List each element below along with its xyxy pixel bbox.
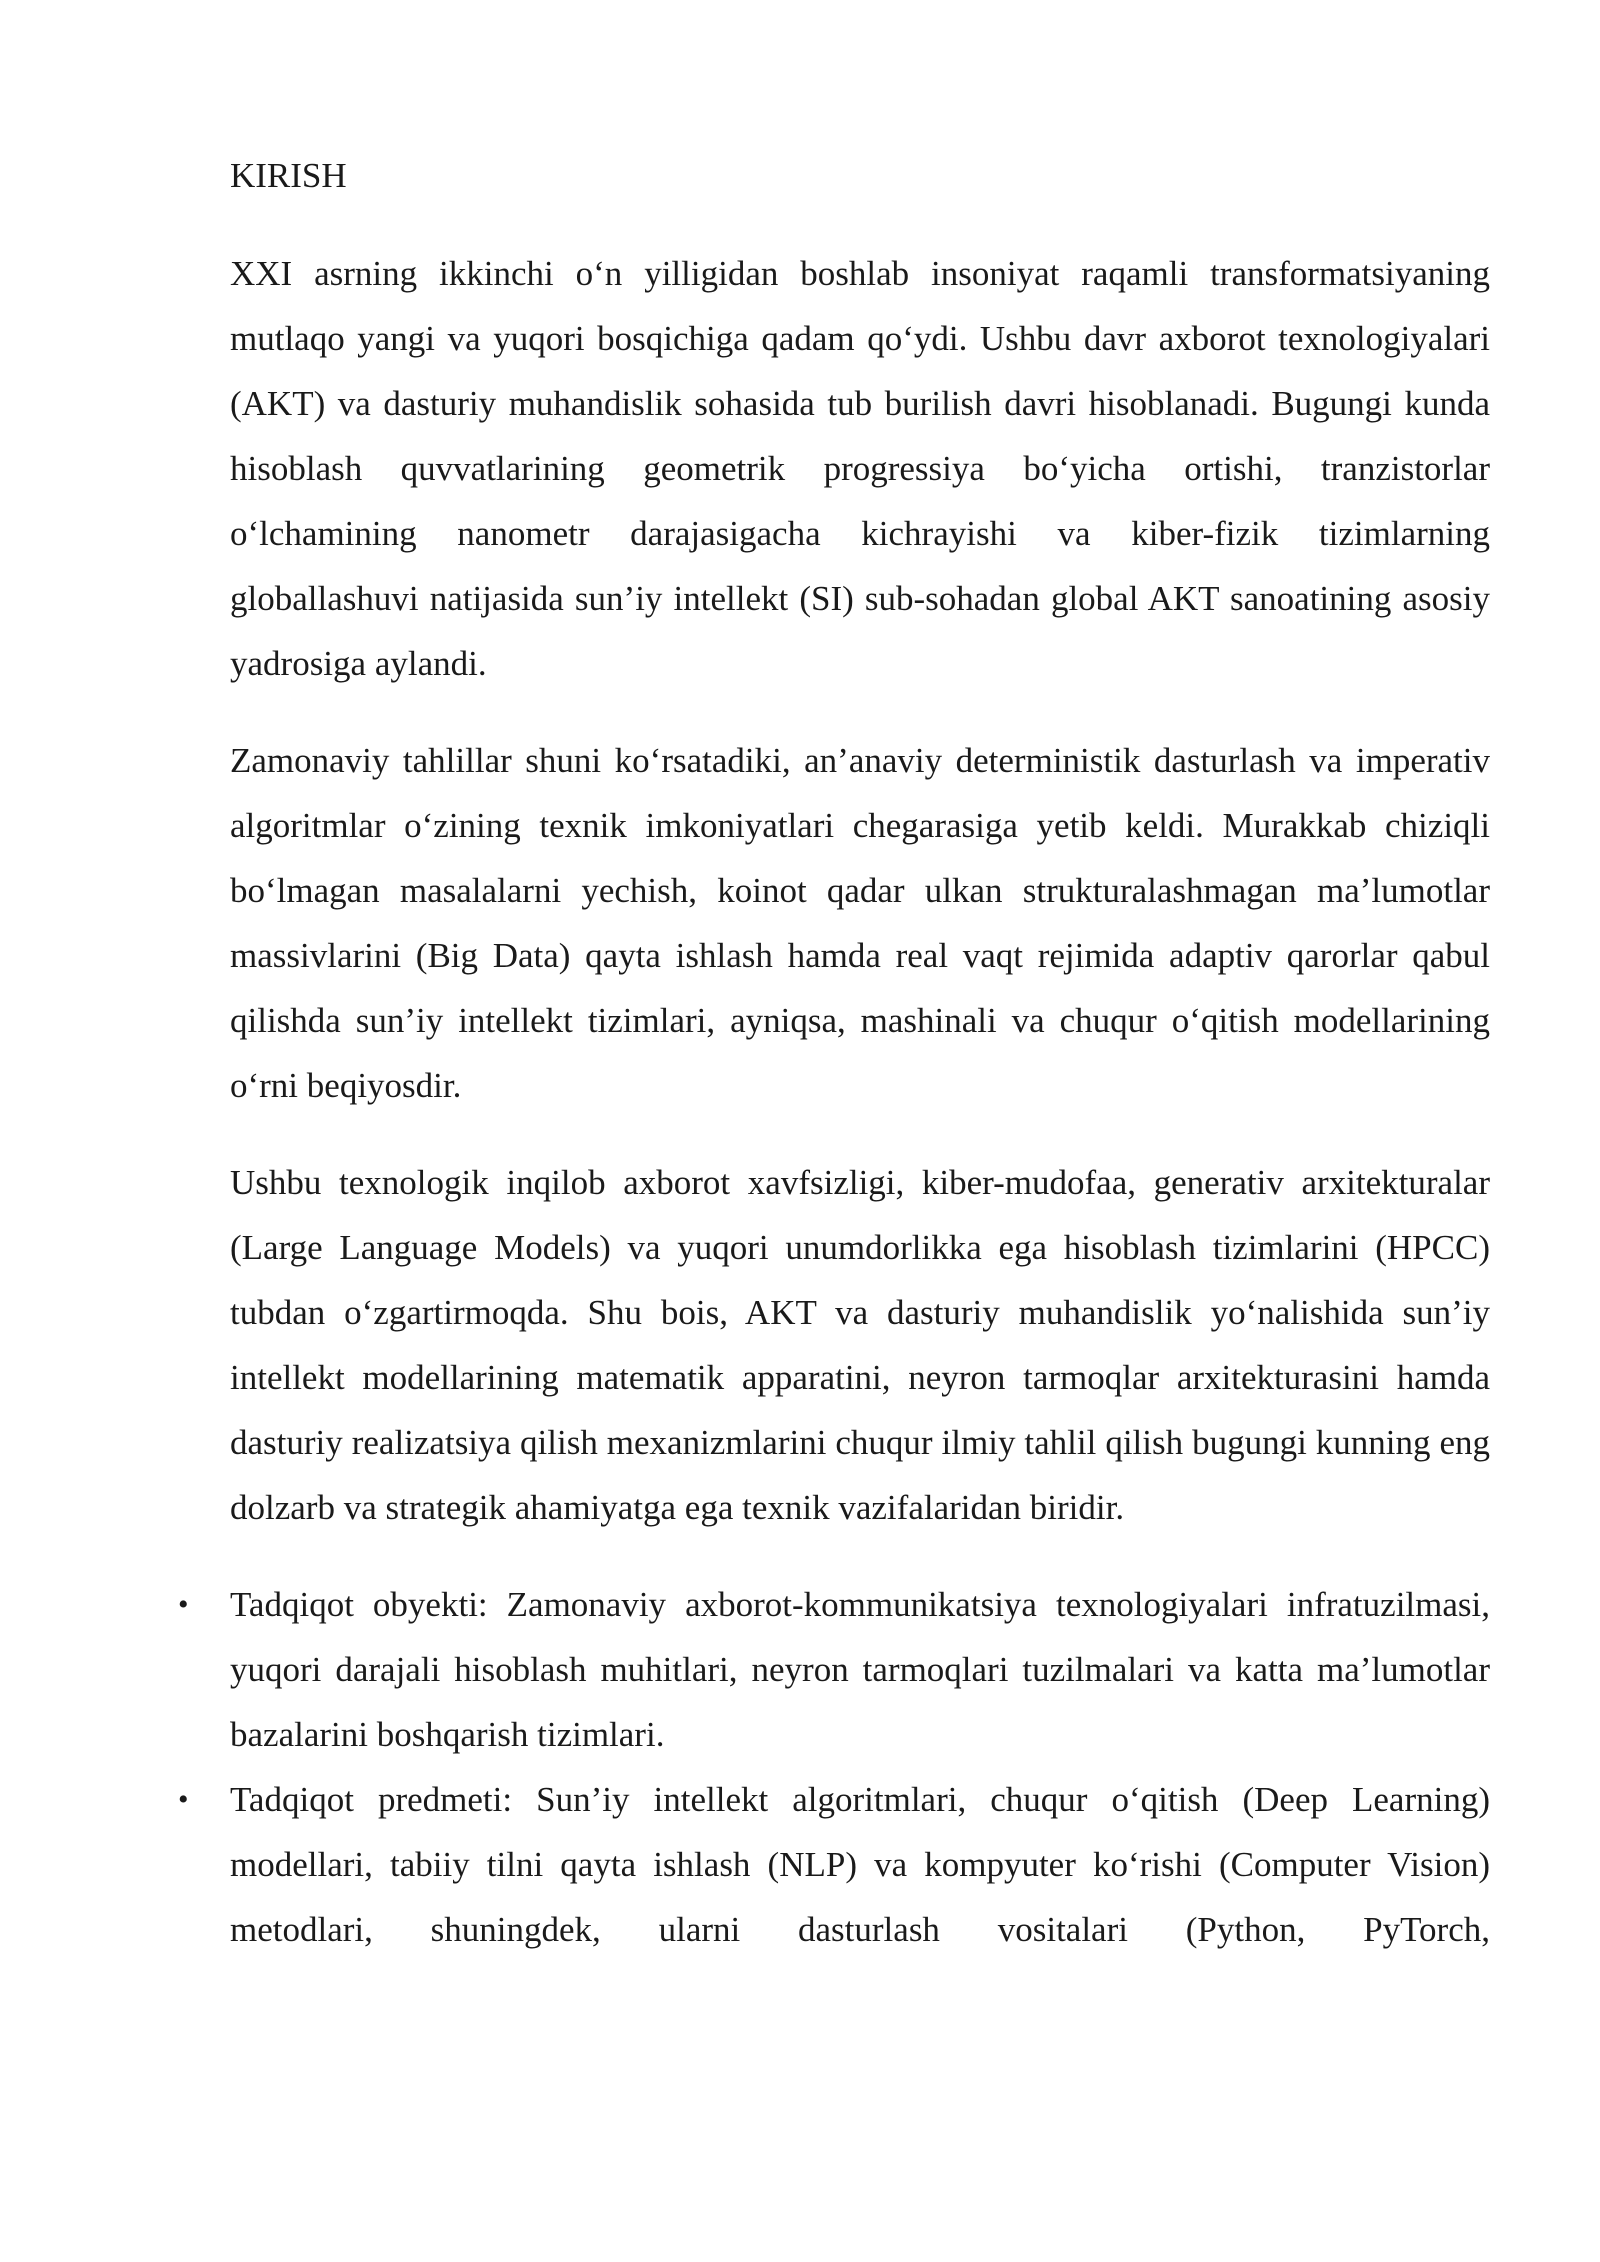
list-item-object-text: Tadqiqot obyekti: Zamonaviy axborot-kommunikatsiya texnologiyalari infratuzilmasi, yuqori darajali hisoblash muhitlari, neyron tarmoqlari tuzilmalari va katta ma’lumotlar bazalarini boshqarish tizimlari.: [230, 1585, 1490, 1754]
document-body: [178, 148, 1490, 1962]
list-item-subject-text: Tadqiqot predmeti: Sun’iy intellekt algoritmlari, chuqur o‘qitish (Deep Learning) modellari, tabiiy tilni qayta ishlash (NLP) va kompyuter ko‘rishi (Computer Vision) metodlari, shuningdek, ularni dasturlash vositalari (Python, PyTorch,: [230, 1780, 1490, 1949]
paragraph-revolution: Ushbu texnologik inqilob axborot xavfsizligi, kiber-mudofaa, generativ arxitekturalar (Large Language Models) va yuqori unumdorlikka ega hisoblash tizimlarini (HPCC) tubdan o‘zgartirmoqda. Shu bois, AKT va dasturiy muhandislik yo‘nalishida sun’iy intellekt modellarining matematik apparatini, neyron tarmoqlar arxitekturasini hamda dasturiy realizatsiya qilish mexanizmlarini chuqur ilmiy tahlil qilish bugungi kunning eng dolzarb va strategik ahamiyatga ega texnik vazifalaridan biridir.: [230, 1163, 1490, 1527]
research-list: [178, 1572, 1490, 1962]
bullet-icon: •: [178, 1783, 189, 1816]
paragraph-analysis: Zamonaviy tahlillar shuni ko‘rsatadiki, an’anaviy deterministik dasturlash va imperativ algoritmlar o‘zining texnik imkoniyatlari chegarasiga yetib keldi. Murakkab chiziqli bo‘lmagan masalalarni yechish, koinot qadar ulkan strukturalashmagan ma’lumotlar massivlarini (Big Data) qayta ishlash hamda real vaqt rejimida adaptiv qarorlar qabul qilishda sun’iy intellekt tizimlari, ayniqsa, mashinali va chuqur o‘qitish modellarining o‘rni beqiyosdir.: [230, 741, 1490, 1105]
list-item-subject: [178, 1767, 1490, 1962]
bullet-icon: •: [178, 1588, 189, 1621]
list-item-object: [178, 1572, 1490, 1767]
paragraph-intro: XXI asrning ikkinchi o‘n yilligidan boshlab insoniyat raqamli transformatsiyaning mutlaqo yangi va yuqori bosqichiga qadam qo‘ydi. Ushbu davr axborot texnologiyalari (AKT) va dasturiy muhandislik sohasida tub burilish davri hisoblanadi. Bugungi kunda hisoblash quvvatlarining geometrik progressiya bo‘yicha ortishi, tranzistorlar o‘lchamining nanometr darajasigacha kichrayishi va kiber-fizik tizimlarning globallashuvi natijasida sun’iy intellekt (SI) sub-sohadan global AKT sanoatining asosiy yadrosiga aylandi.: [230, 254, 1490, 683]
section-heading: KIRISH: [230, 156, 347, 195]
